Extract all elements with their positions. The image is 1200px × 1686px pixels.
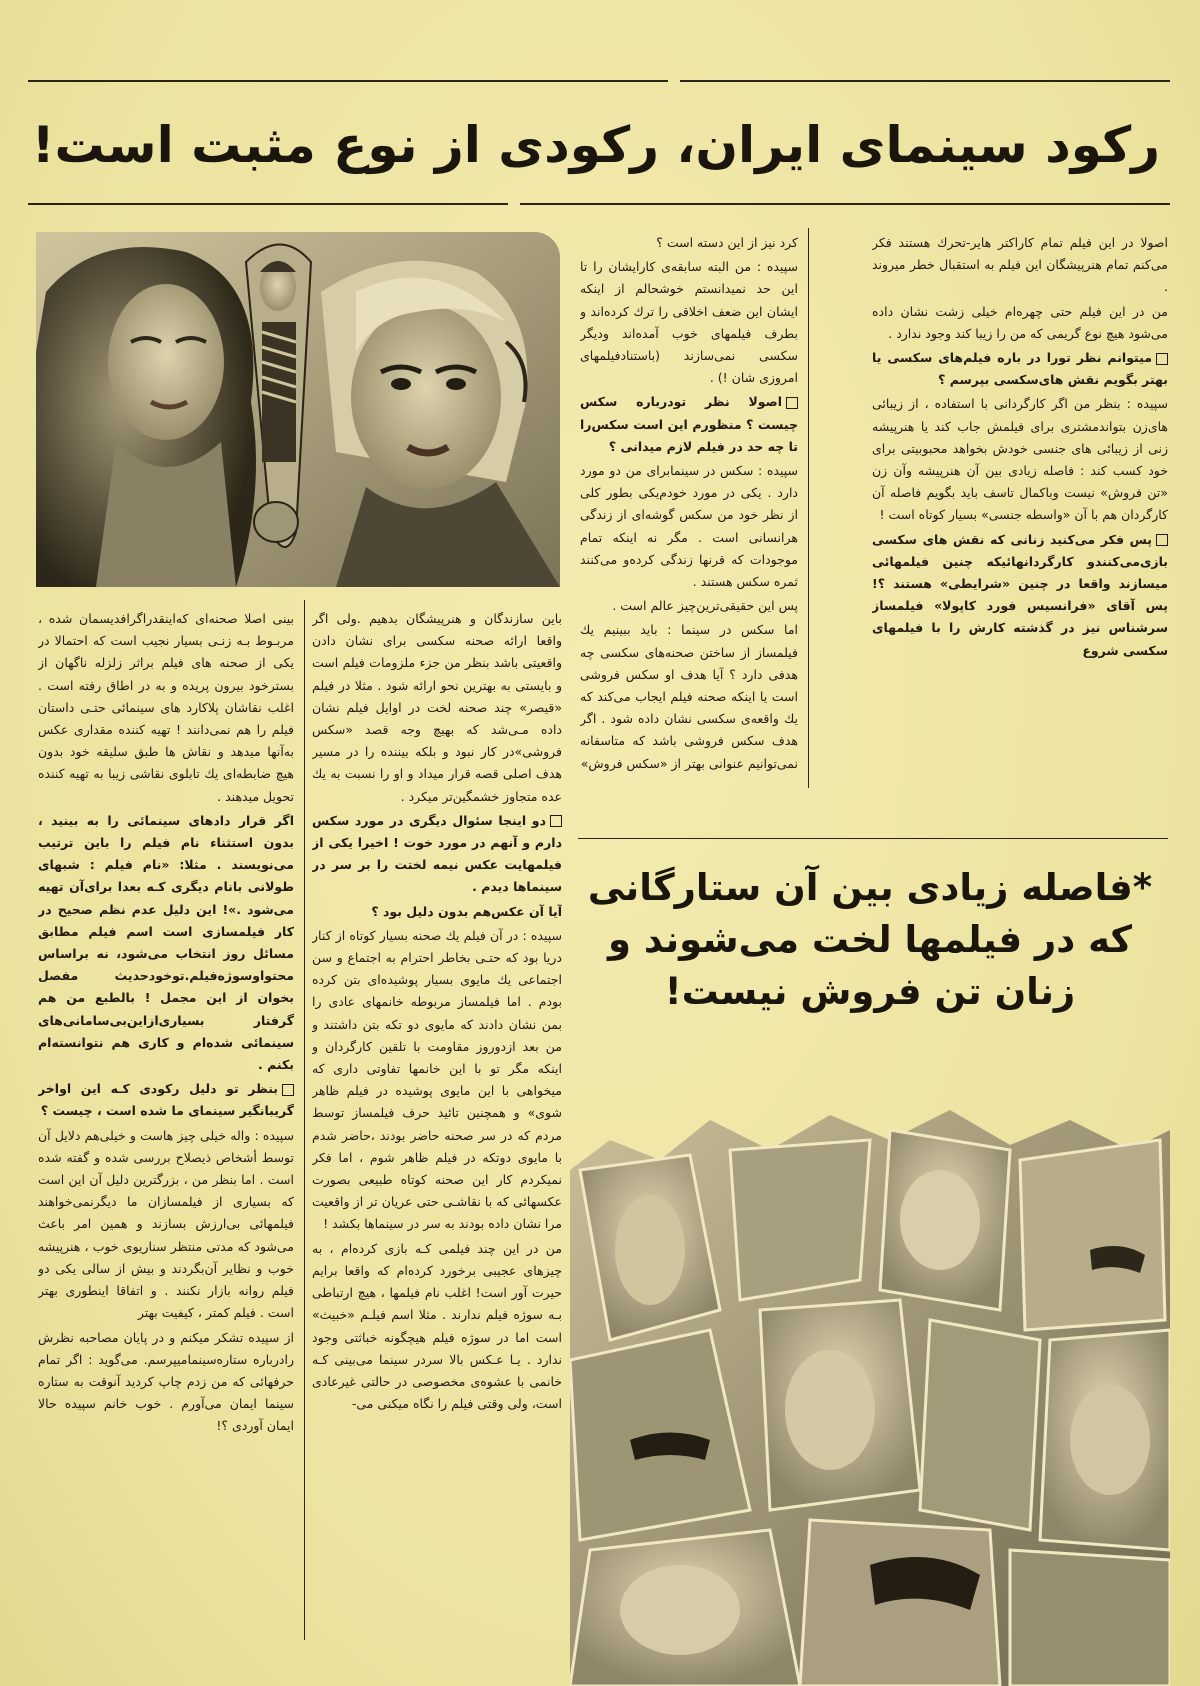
interview-question [38,1078,294,1122]
headline-rule-right [520,203,1170,205]
square-box-icon [550,815,562,827]
collage-photo [570,1110,1170,1686]
interview-question [872,529,1168,662]
paragraph: بینی اصلا صحنه‌ای که‌اینقدر‌اگرافدیسمان شده ، مربـوط بـه زنـی بسیار نجیب است که احتمالا در یکی از صحنه های فیلم براثر زلزله ناگهان از بسترخود بیرون پریده و به در اطاق رفته است . اغلب نقاشان پلاکارد های سینمائی حتـی داستان فیلم را هم نمی‌دانند ! تهیه کننده مقداری عکس به‌آنها میدهد و نقاش ها طبق سلیقه خود بدون هیچ ضابطه‌ای یك تابلوی نقاشی زیبا به تهیه کننده تحویل میدهند . [38,611,294,804]
paragraph: من در این فیلم حتی چهره‌ام خیلی زشت نشان داده می‌شود هیچ نوع گریمی که من را زیبا کند وجود ندارد . [872,303,1168,341]
interview-question [312,810,562,899]
question-text: اصولا نظر تودرباره سکس چیست ؟ منظورم این است سکس‌را تا چه حد در فیلم لازم میدانی ؟ [580,394,798,454]
question-text: میتوانم نظر تورا در باره فیلم‌های سکسی یا بهتر بگویم نقش های‌سکسی بپرسم ؟ [872,350,1168,388]
pull-quote [570,862,1170,1012]
top-rule [28,80,668,82]
article-column-left [38,608,294,1678]
square-box-icon [282,1084,294,1096]
question-text: دو اینجا سئوال دیگری در مورد سکس دارم و آنهم در مورد خوت ! اخیرا یکی از فیلمهایت عکس نیمه لختت را بر سر در سینماها دیدم . [312,812,562,895]
column-divider [304,600,305,1640]
question-text: پس فکر می‌کنید زنانی که نقش های سکسی بازی‌می‌کنندو کارگردانهائیکه چنین فیلمهائی میسازند واقعا در چنین «شرایطی» هستند ؟! پس آقای «فرانسیس فورد کاپولا» فیلمساز سرشناس نیز در گذشته کارش را با فیلمهای سکسی شروع [872,531,1168,658]
paragraph: اما سکس در سینما : باید ببینیم یك فیلمساز از ساختن صحنه‌های سکسی چه هدفی دارد ؟ آیا هدف او سکس فروشی است یا اینکه صحنه فیلم ایجاب می‌کند که یك واقعه‌ی سکسی نشان داده شود . اگر هدف سکس فروشی باشد که متاسفانه نمی‌توانیم عنوانی بهتر از «سکس فروش» [580,622,798,771]
paragraph: پس این حقیقی‌ترین‌چیز عالم است . [612,598,798,614]
article-column-center [312,608,562,1678]
interview-question [872,347,1168,391]
article-column-right [872,232,1168,832]
paragraph: باین سازندگان و هنرپیشگان بدهیم .ولی اگر واقعا ارائه صحنه سکسی برای نشان دادن واقعیتی باشد بنظر من جزء ملزومات فیلم است و بایستی به بهترین نحو ارائه شود . مثلا در فیلم «قیصر» چند صحنه لخت در اوایل فیلم نشان داده مـی‌شد که بهیچ وجه قصد «سکس فروشی»در کار نبود و بلکه بیننده را در مسیر هدف اصلی قصه قرار میداد و او را نسبت به یك عده متجاوز خشمگین‌تر میکرد . [312,611,562,804]
pull-quote-line: که در فیلمها لخت می‌شوند و [607,918,1133,961]
square-box-icon [786,397,798,409]
interview-question: آیا آن عکس‌هم بدون دلیل بود ؟ [371,903,562,919]
paragraph: از سپیده تشکر میکنم و در پایان مصاحبه نظرش رادرباره ستاره‌سینمامیپرسم. می‌گوید : اگر تمام حرفهائی که من زدم چاپ کردید آنوقت به ستاره سینما ایمان می‌آورم . خوب خانم سپیده حالا ایمان آوردی ؟! [38,1329,294,1434]
paragraph: سپیده : واله خیلی چیز هاست و خیلی‌هم دلایل آن توسط أشخاص ذیصلاح بررسی شده و گفته شده است . اما بنظر من ، بزرگترین دلیل آن این است که بسیاری از فیلمسازان ما دیگرنمی‌خواهند فیلمهائی بی‌ارزش بسازند و همین امر باعث می‌شود که مدتی منتظر سناریوی خوب ، هنرپیشه خوب و نظایر آن‌بگردند و بیش از سالی یکی دو فیلم روانه بازار نکنند . و اتفاقا اینطوری بهتر است . فیلم کمتر ، کیفیت بهتر [38,1127,294,1321]
square-box-icon [1156,534,1168,546]
top-rule-right [680,80,1170,82]
interview-question [580,391,798,458]
collage-photo-drawing [570,1110,1170,1686]
interview-question: اگر قرار دادهای سینمائی را به بینید ، بدون استثناء نام فیلم را باین ترتیب می‌نویسند . مثلا: «نام فیلم : شبهای طولانی بانام دیگری کـه بعدا برای‌آن تهیه می‌شود .»! این دلیل عدم نظم صحیح در کار فیلمسازی است اسم فیلم مطابق مسائل روز انتخاب می‌شود، نه براساس محتواوسوژه‌فیلم.توخودحدیث مفصل بخوان از این مجمل ! بالطبع من هم گرفتار بسیاری‌ازاین‌بی‌سامانی‌های سینمائی شده‌ام و کاری هم نتوانسته‌ام بکنم . [38,812,294,1073]
portrait-photo-drawing [36,232,560,587]
paragraph: کرد نیز از این دسته است ؟ [656,235,798,250]
square-box-icon [1156,353,1168,365]
paragraph: اصولا در این فیلم تمام کاراکتر هایر-تحرك هستند فکر می‌کنم تمام هنرپیشگان این فیلم به استقبال خطر میروند . [872,235,1168,295]
headline-rule [28,203,508,205]
paragraph: سپیده : من البته سابقه‌ی کارایشان را تا این حد نمیدانستم خوشحالم از اینکه ایشان این ضعف اخلاقی را ترك کرده‌اند و بطرف فیلمهای خوب آمده‌اند ودیگر سکسی نمی‌سازند (باستناد‌فیلمهای امروزی شان !) . [580,259,798,386]
section-rule [578,838,1168,839]
column-divider [808,228,809,788]
paragraph: سپیده : بنظر من اگر کارگردانی با استفاده ، از زیبائی ها‌ی‌زن بتواند‌مشتری برای فیلمش جاب کند یا هنرپیشه زنی از زیبائی های جنسی خودش بخواهد محبوبیتی برای خود کسب کند : فاصله زیادی بین آن هنرپیشه وآن زن «تن فروش» نیست وباکمال تاسف باید بگویم فاصله آن کارگردان هم با آن «واسطه جنسی» بسیار کوتاه است ! [872,396,1168,523]
article-column-middle [580,232,798,832]
paragraph: سپیده : در آن فیلم یك صحنه بسیار کوتاه از کنار دریا بود که حتـی بخاطر احترام به اجتماع و سن اجتماعی یك مایوی بسیار پوشیده‌ای بتن کرده بودم . اما فیلمساز مربوطه خانمهای عادی را بمن نشان دادند که مایوی دو تکه بتن داشتند و من بعد ازدوروز مقاومت با تلقین کارگردان و اینکه مگر تو با این خانمها تفاوتی داری که میخواهی با این مایوی پوشیده در فیلم ظاهر شوی» و همچنین تائید حرف فیلمساز توسط مردم که در سر صحنه حاضر بودند ،حاضر شدم با مایوی دوتکه در فیلم ظاهر شوم ، اما فکر نمیکردم کار این صحنه کوتاه طبیعی بصورت عکسهائی که با نقاشـی حتی عریان تر از واقعیت مرا نشان داده بودند به سر در سینماها بکشد ! [312,927,562,1232]
paragraph: من در این چند فیلمی کـه بازی کرده‌ام ، به چیزهای عجیبی برخورد کرده‌ام که واقعا برایم حیرت آور است! اغلب نام فیلمها ، هیچ ارتباطی بـه سوژه فیلم ندارند . مثلا اسم فیلـم «خبیث» است اما در سوژه فیلم هیچگونه خباثتی وجود ندارد . یـا عـکس بالا سردر سینما می‌بینی کـه خانمی با عشوه‌ی مخصوصی در حالتی غیرعادی است، ولی وقتی فیلم را نگاه میکنی می- [312,1240,562,1412]
portrait-photo [36,232,560,587]
pull-quote-line: زنان تن فروش نیست! [664,970,1076,1013]
headline: رکود سینمای ایران، رکودی از نوع مثبت است! [31,116,1160,174]
question-text: بنظر تو دلیل رکودی کـه این اواخر گریبانگیر سینمای ما شده است ، چیست ؟ [38,1081,294,1119]
paragraph: سپیده : سکس در سینمابرای من دو مورد دارد . یکی در مورد خودم‌یکی بطور کلی از نظر خود من سکس گوشه‌ای از زندگی هرانسانی است . مگر نه اینکه تمام موجودات که قرنها زندگی کرده‌و می‌کنند ثمره سکس هستند . [580,463,798,590]
pull-quote-line: *فاصله زیادی بین آن ستارگانی [587,866,1153,909]
